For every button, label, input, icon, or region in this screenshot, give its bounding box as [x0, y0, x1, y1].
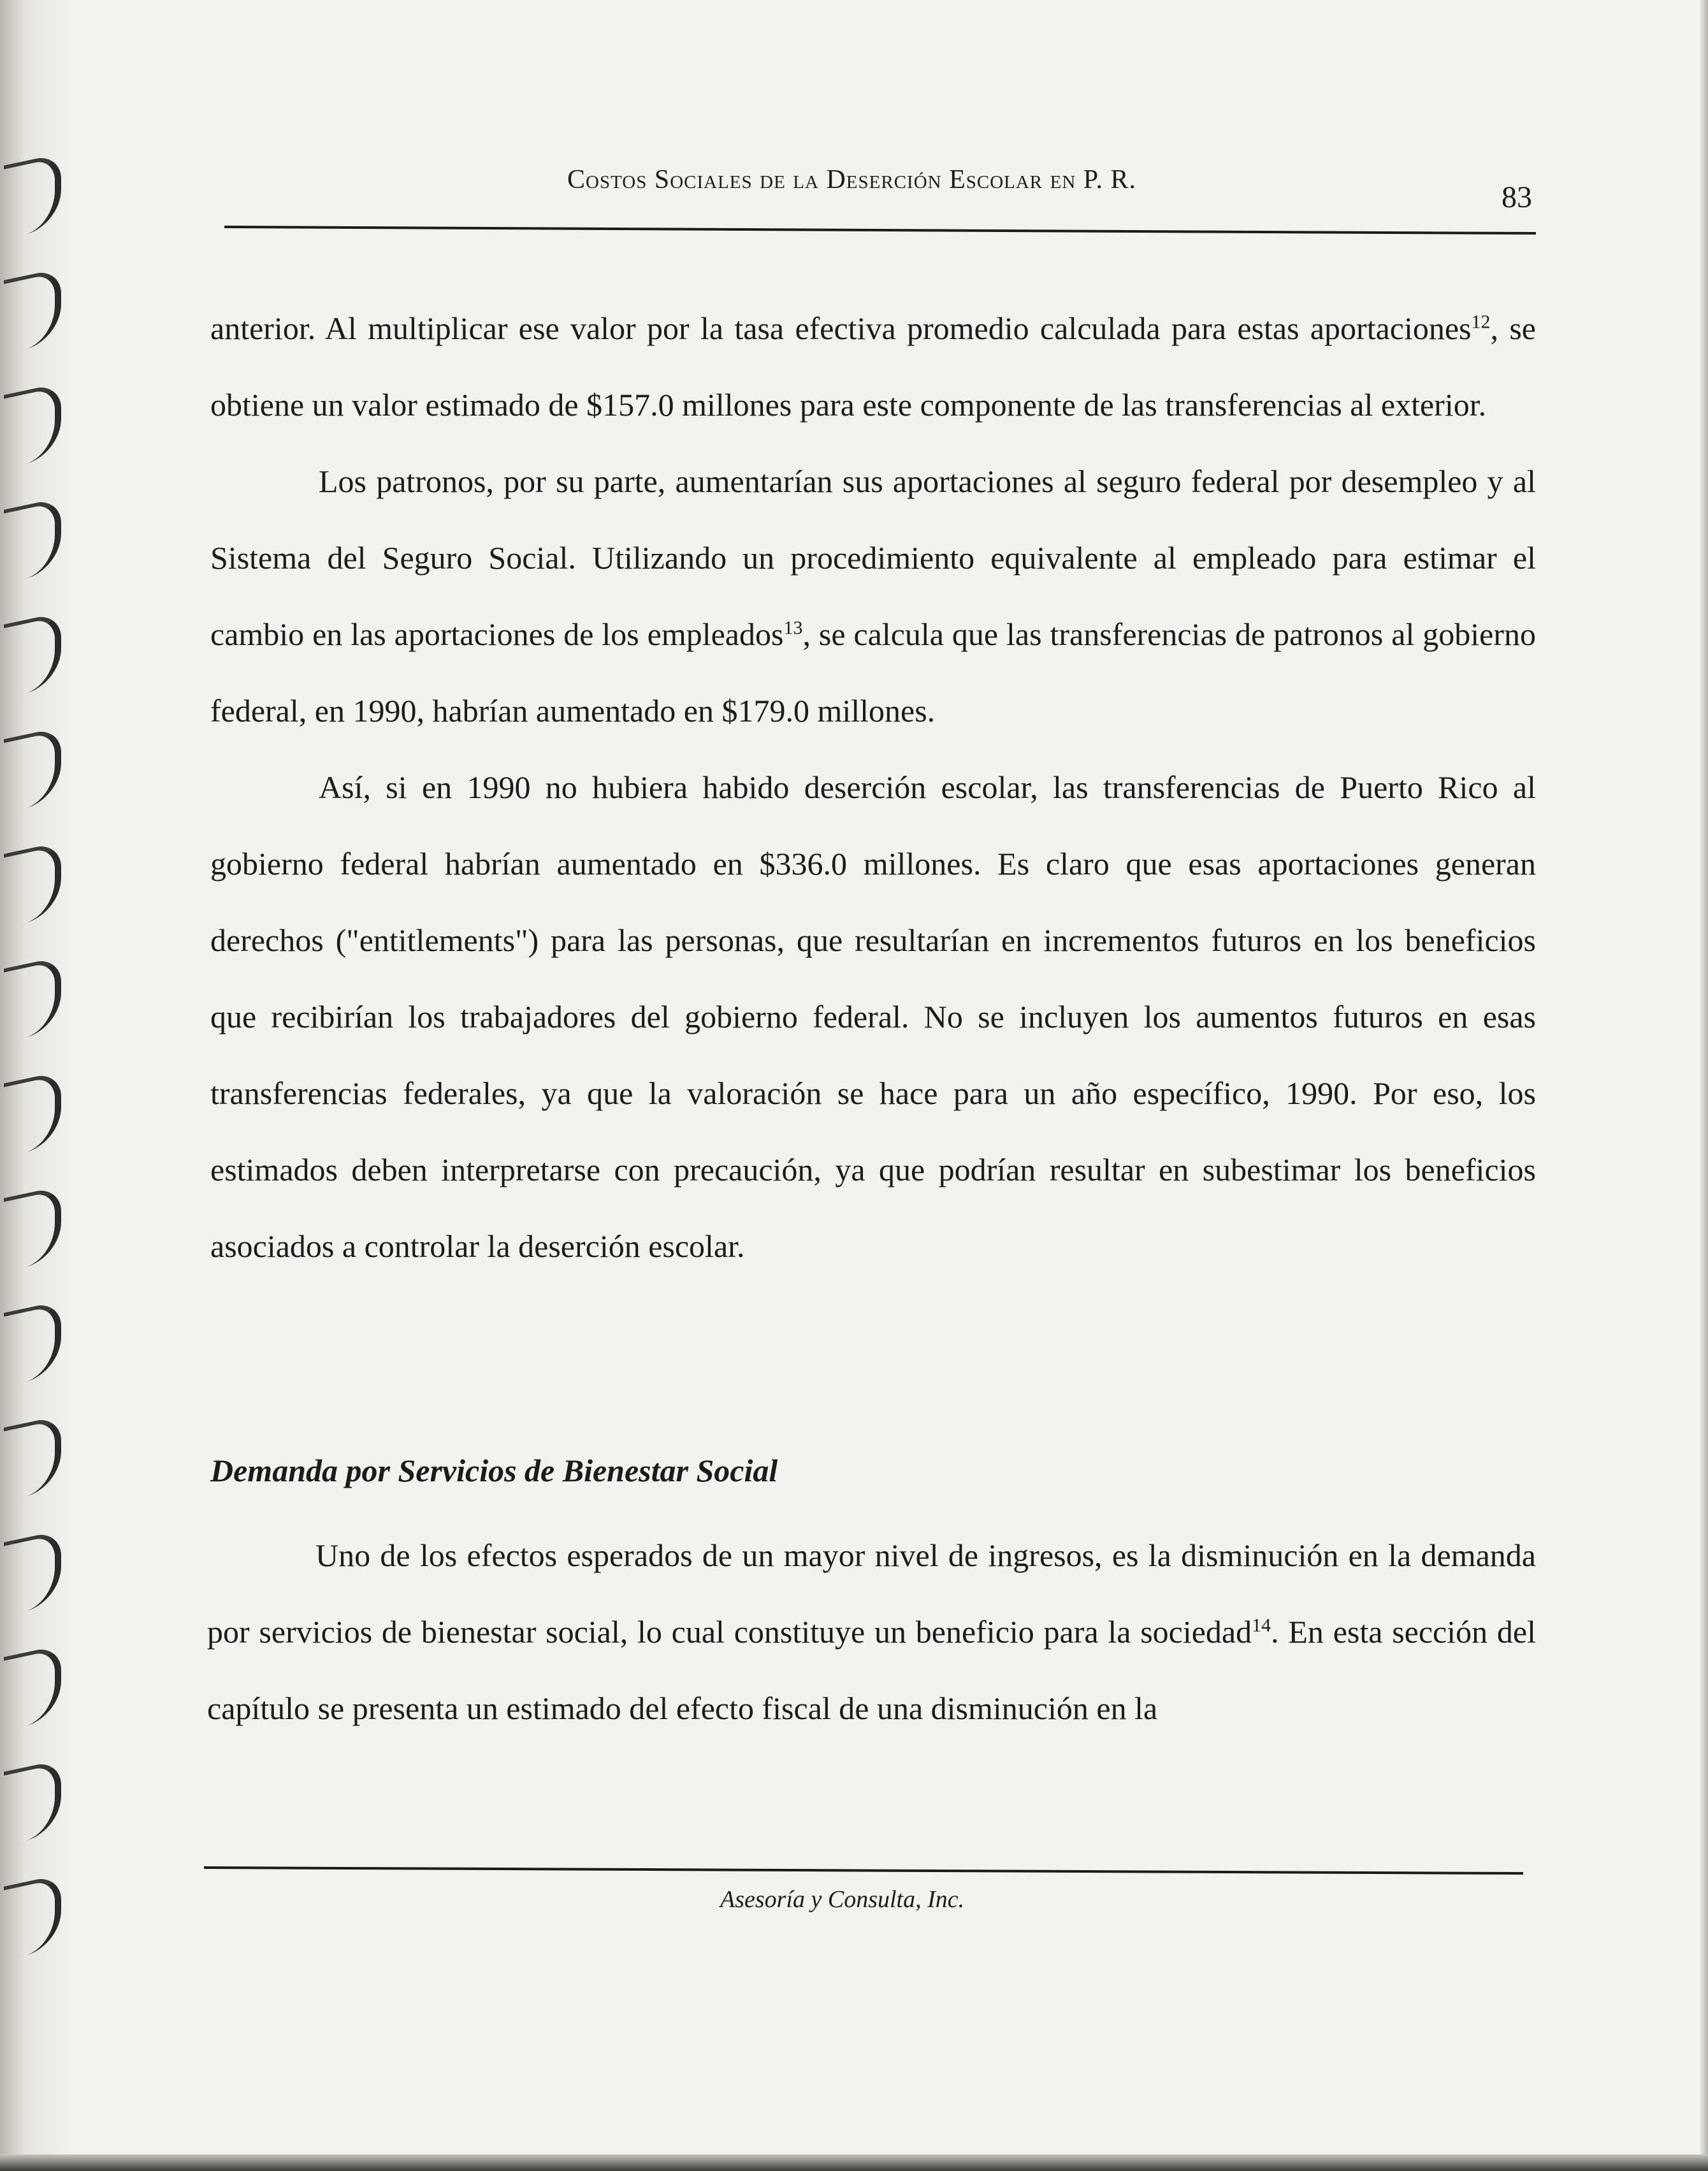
body-text: [210, 290, 1536, 1284]
binding-coil: [4, 1874, 61, 1960]
running-header-title: Costos Sociales de la Deserción Escolar en P. R.: [567, 165, 1137, 194]
page-number: 83: [1502, 180, 1532, 214]
paragraph-1: [210, 290, 1536, 443]
binding-coil: [4, 1645, 61, 1731]
section-heading: Demanda por Servicios de Bienestar Social: [210, 1453, 778, 1488]
footnote-ref-12: 12: [1471, 311, 1491, 333]
binding-coil: [4, 1071, 61, 1157]
footer-text: Asesoría y Consulta, Inc.: [720, 1886, 965, 1913]
paragraph-4: [207, 1517, 1536, 1746]
binding-coil: [4, 268, 61, 354]
binding-coil: [4, 841, 61, 927]
footnote-ref-14: 14: [1252, 1615, 1271, 1636]
footnote-ref-13: 13: [783, 617, 803, 639]
binding-coil: [4, 497, 61, 583]
paragraph-text: . En esta sección del capítulo se presenta un estimado del efecto fiscal de una disminución en la: [207, 1614, 1536, 1726]
paragraph-text: , se calcula que las transferencias de patronos al gobierno federal, en 1990, habrían aumentado en $179.0 millones.: [210, 616, 1536, 729]
paragraph-3: Así, si en 1990 no hubiera habido deserción escolar, las transferencias de Puerto Rico al gobierno federal habrían aumentado en $336.0 millones. Es claro que esas aportaciones generan derechos ("entitlements") para las personas, que resultarían en incrementos futuros en los beneficios que recibirían los trabajadores del gobierno federal. No se incluyen los aumentos futuros en esas transferencias federales, ya que la valoración se hace para un año específico, 1990. Por eso, los estimados deben interpretarse con precaución, ya que podrían resultar en subestimar los beneficios asociados a controlar la deserción escolar.: [210, 769, 1536, 1264]
binding-coil: [4, 1415, 61, 1501]
paragraph-text: , se obtiene un valor estimado de $157.0 millones para este componente de las transferencias al exterior.: [210, 310, 1536, 423]
binding-coil: [4, 727, 61, 813]
footer-rule: [204, 1866, 1523, 1875]
binding-coil: [4, 1759, 61, 1845]
binding-coil: [4, 612, 61, 698]
paragraph-text: anterior. Al multiplicar ese valor por la tasa efectiva promedio calculada para estas aportaciones: [210, 310, 1472, 346]
paragraph-text: Uno de los efectos esperados de un mayor nivel de ingresos, es la disminución en la demanda por servicios de bienestar social, lo cual constituye un beneficio para la sociedad: [207, 1537, 1536, 1650]
page-right-edge: [1699, 0, 1708, 2171]
page-bottom-edge: [0, 2154, 1708, 2171]
binding-coil: [4, 1300, 61, 1386]
spiral-binding: [0, 0, 70, 2171]
section-body-text: [207, 1517, 1536, 1746]
header-rule: [224, 226, 1536, 235]
paragraph-text: Los patronos, por su parte, aumentarían sus aportaciones al seguro federal por desempleo y al Sistema del Seguro Social. Utilizando un procedimiento equivalente al empleado para estimar el cambio en las aportaciones de los empleados: [210, 463, 1536, 652]
binding-coil: [4, 1530, 61, 1616]
binding-coil: [4, 956, 61, 1042]
paragraph-2: [210, 443, 1536, 749]
binding-coil: [4, 153, 61, 239]
binding-coil: [4, 382, 61, 468]
binding-coil: [4, 1186, 61, 1272]
